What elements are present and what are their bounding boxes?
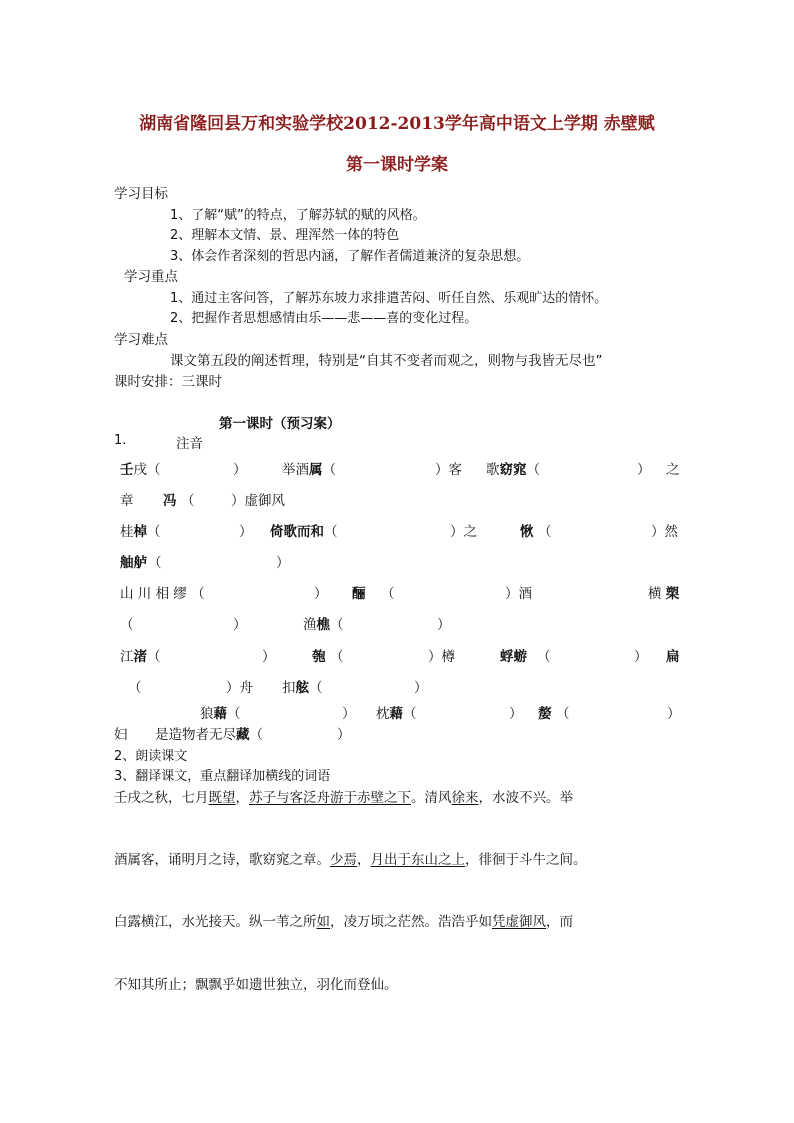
- document-subtitle: 第一课时学案: [346, 155, 448, 175]
- blank-close: ）: [342, 706, 356, 722]
- pinyin-item: 扣舷（: [282, 680, 323, 696]
- passage-line: 不知其所止；飘飘乎如遗世独立，羽化而登仙。: [114, 977, 398, 993]
- pinyin-item: 是造物者无尽藏（: [155, 727, 263, 743]
- schedule-text: 课时安排：三课时: [114, 374, 222, 390]
- blank-close: ）虚御风: [231, 493, 285, 509]
- pinyin-text: 妇: [114, 727, 128, 743]
- blank-open: （: [330, 649, 344, 665]
- blank-open: （: [148, 555, 162, 571]
- blank-open: （: [181, 493, 195, 509]
- blank-close: ）: [337, 727, 351, 743]
- blank-close: ）: [239, 524, 253, 540]
- lesson-heading: 第一课时（预习案）: [219, 416, 341, 432]
- blank-close: ）: [634, 649, 648, 665]
- blank-open: （: [538, 524, 552, 540]
- pinyin-item: 渔樵（: [303, 617, 344, 633]
- pinyin-item: 蜉蝣: [500, 649, 527, 665]
- pinyin-item: 酾: [352, 586, 366, 602]
- blank-close: ）然: [651, 524, 678, 540]
- pinyin-item: 匏: [312, 649, 326, 665]
- blank-close: ）: [637, 462, 651, 478]
- blank-close: ）: [509, 706, 523, 722]
- blank-open: （: [120, 617, 134, 633]
- pinyin-text: 之: [666, 462, 680, 478]
- difficulties-text: 课文第五段的阐述哲理，特别是“自其不变者而观之，则物与我皆无尽也”: [170, 353, 603, 369]
- pinyin-item: 冯: [163, 493, 177, 509]
- pinyin-item: 歌窈窕（: [486, 462, 540, 478]
- pinyin-item: 山 川 相 缪 （: [120, 586, 205, 602]
- objective-item: 3、体会作者深刻的哲思内涵，了解作者儒道兼济的复杂思想。: [170, 249, 530, 264]
- passage-line: 壬戌之秋，七月既望，苏子与客泛舟游于赤壁之下。清风徐来，水波不兴。举: [114, 790, 573, 806]
- pinyin-item: 扁: [666, 649, 680, 665]
- pinyin-item: 愀: [520, 524, 534, 540]
- pinyin-item: 嫠: [538, 706, 552, 722]
- task-item: 3、翻译课文，重点翻译加横线的词语: [114, 769, 331, 784]
- pinyin-item: 桂棹（: [120, 524, 161, 540]
- objectives-heading: 学习目标: [114, 186, 168, 202]
- pinyin-item: 壬戌（: [120, 462, 161, 478]
- blank-close: ）之: [450, 524, 477, 540]
- key-points-heading: 学习重点: [124, 269, 178, 285]
- blank-close: ）: [233, 617, 247, 633]
- blank-close: ）: [262, 649, 276, 665]
- blank-close: ）客: [435, 462, 462, 478]
- blank-close: ）樽: [428, 649, 455, 665]
- pinyin-item: 横 槊: [648, 586, 680, 602]
- blank-close: ）酒: [505, 586, 532, 602]
- blank-open: （: [128, 680, 142, 696]
- pinyin-item: 倚歌而和（: [270, 524, 338, 540]
- blank-close: ）舟: [226, 680, 253, 696]
- pinyin-item: 狼藉（: [200, 706, 241, 722]
- difficulties-heading: 学习难点: [114, 332, 168, 348]
- blank-close: ）: [667, 706, 681, 722]
- pinyin-number: 1.: [114, 433, 127, 448]
- blank-open: （: [381, 586, 395, 602]
- blank-close: ）: [414, 680, 428, 696]
- pinyin-label: 注音: [176, 436, 203, 452]
- key-point-item: 2、把握作者思想感情由乐——悲——喜的变化过程。: [170, 311, 478, 326]
- blank-close: ）: [233, 462, 247, 478]
- pinyin-item: 江渚（: [120, 649, 161, 665]
- blank-close: ）: [276, 555, 290, 571]
- pinyin-text: 章: [120, 493, 134, 509]
- blank-close: ）: [314, 586, 328, 602]
- passage-line: 白露横江，水光接天。纵一苇之所如，凌万顷之茫然。浩浩乎如凭虚御风，而: [114, 914, 573, 930]
- objective-item: 1、了解“赋”的特点，了解苏轼的赋的风格。: [170, 208, 426, 223]
- passage-line: 酒属客，诵明月之诗，歌窈窕之章。少焉，月出于东山之上，徘徊于斗牛之间。: [114, 852, 587, 868]
- pinyin-item: 枕藉（: [376, 706, 417, 722]
- document-title: 湖南省隆回县万和实验学校2012-2013学年高中语文上学期 赤壁赋: [139, 114, 655, 134]
- key-point-item: 1、通过主客问答，了解苏东坡力求排遣苦闷、听任自然、乐观旷达的情怀。: [170, 291, 608, 306]
- task-item: 2、朗读课文: [114, 749, 188, 764]
- objective-item: 2、理解本文情、景、理浑然一体的特色: [170, 228, 400, 243]
- pinyin-item: 舳舻: [120, 555, 147, 571]
- blank-open: （: [556, 706, 570, 722]
- pinyin-item: 举酒属（: [282, 462, 336, 478]
- blank-close: ）: [437, 617, 451, 633]
- blank-open: （: [537, 649, 551, 665]
